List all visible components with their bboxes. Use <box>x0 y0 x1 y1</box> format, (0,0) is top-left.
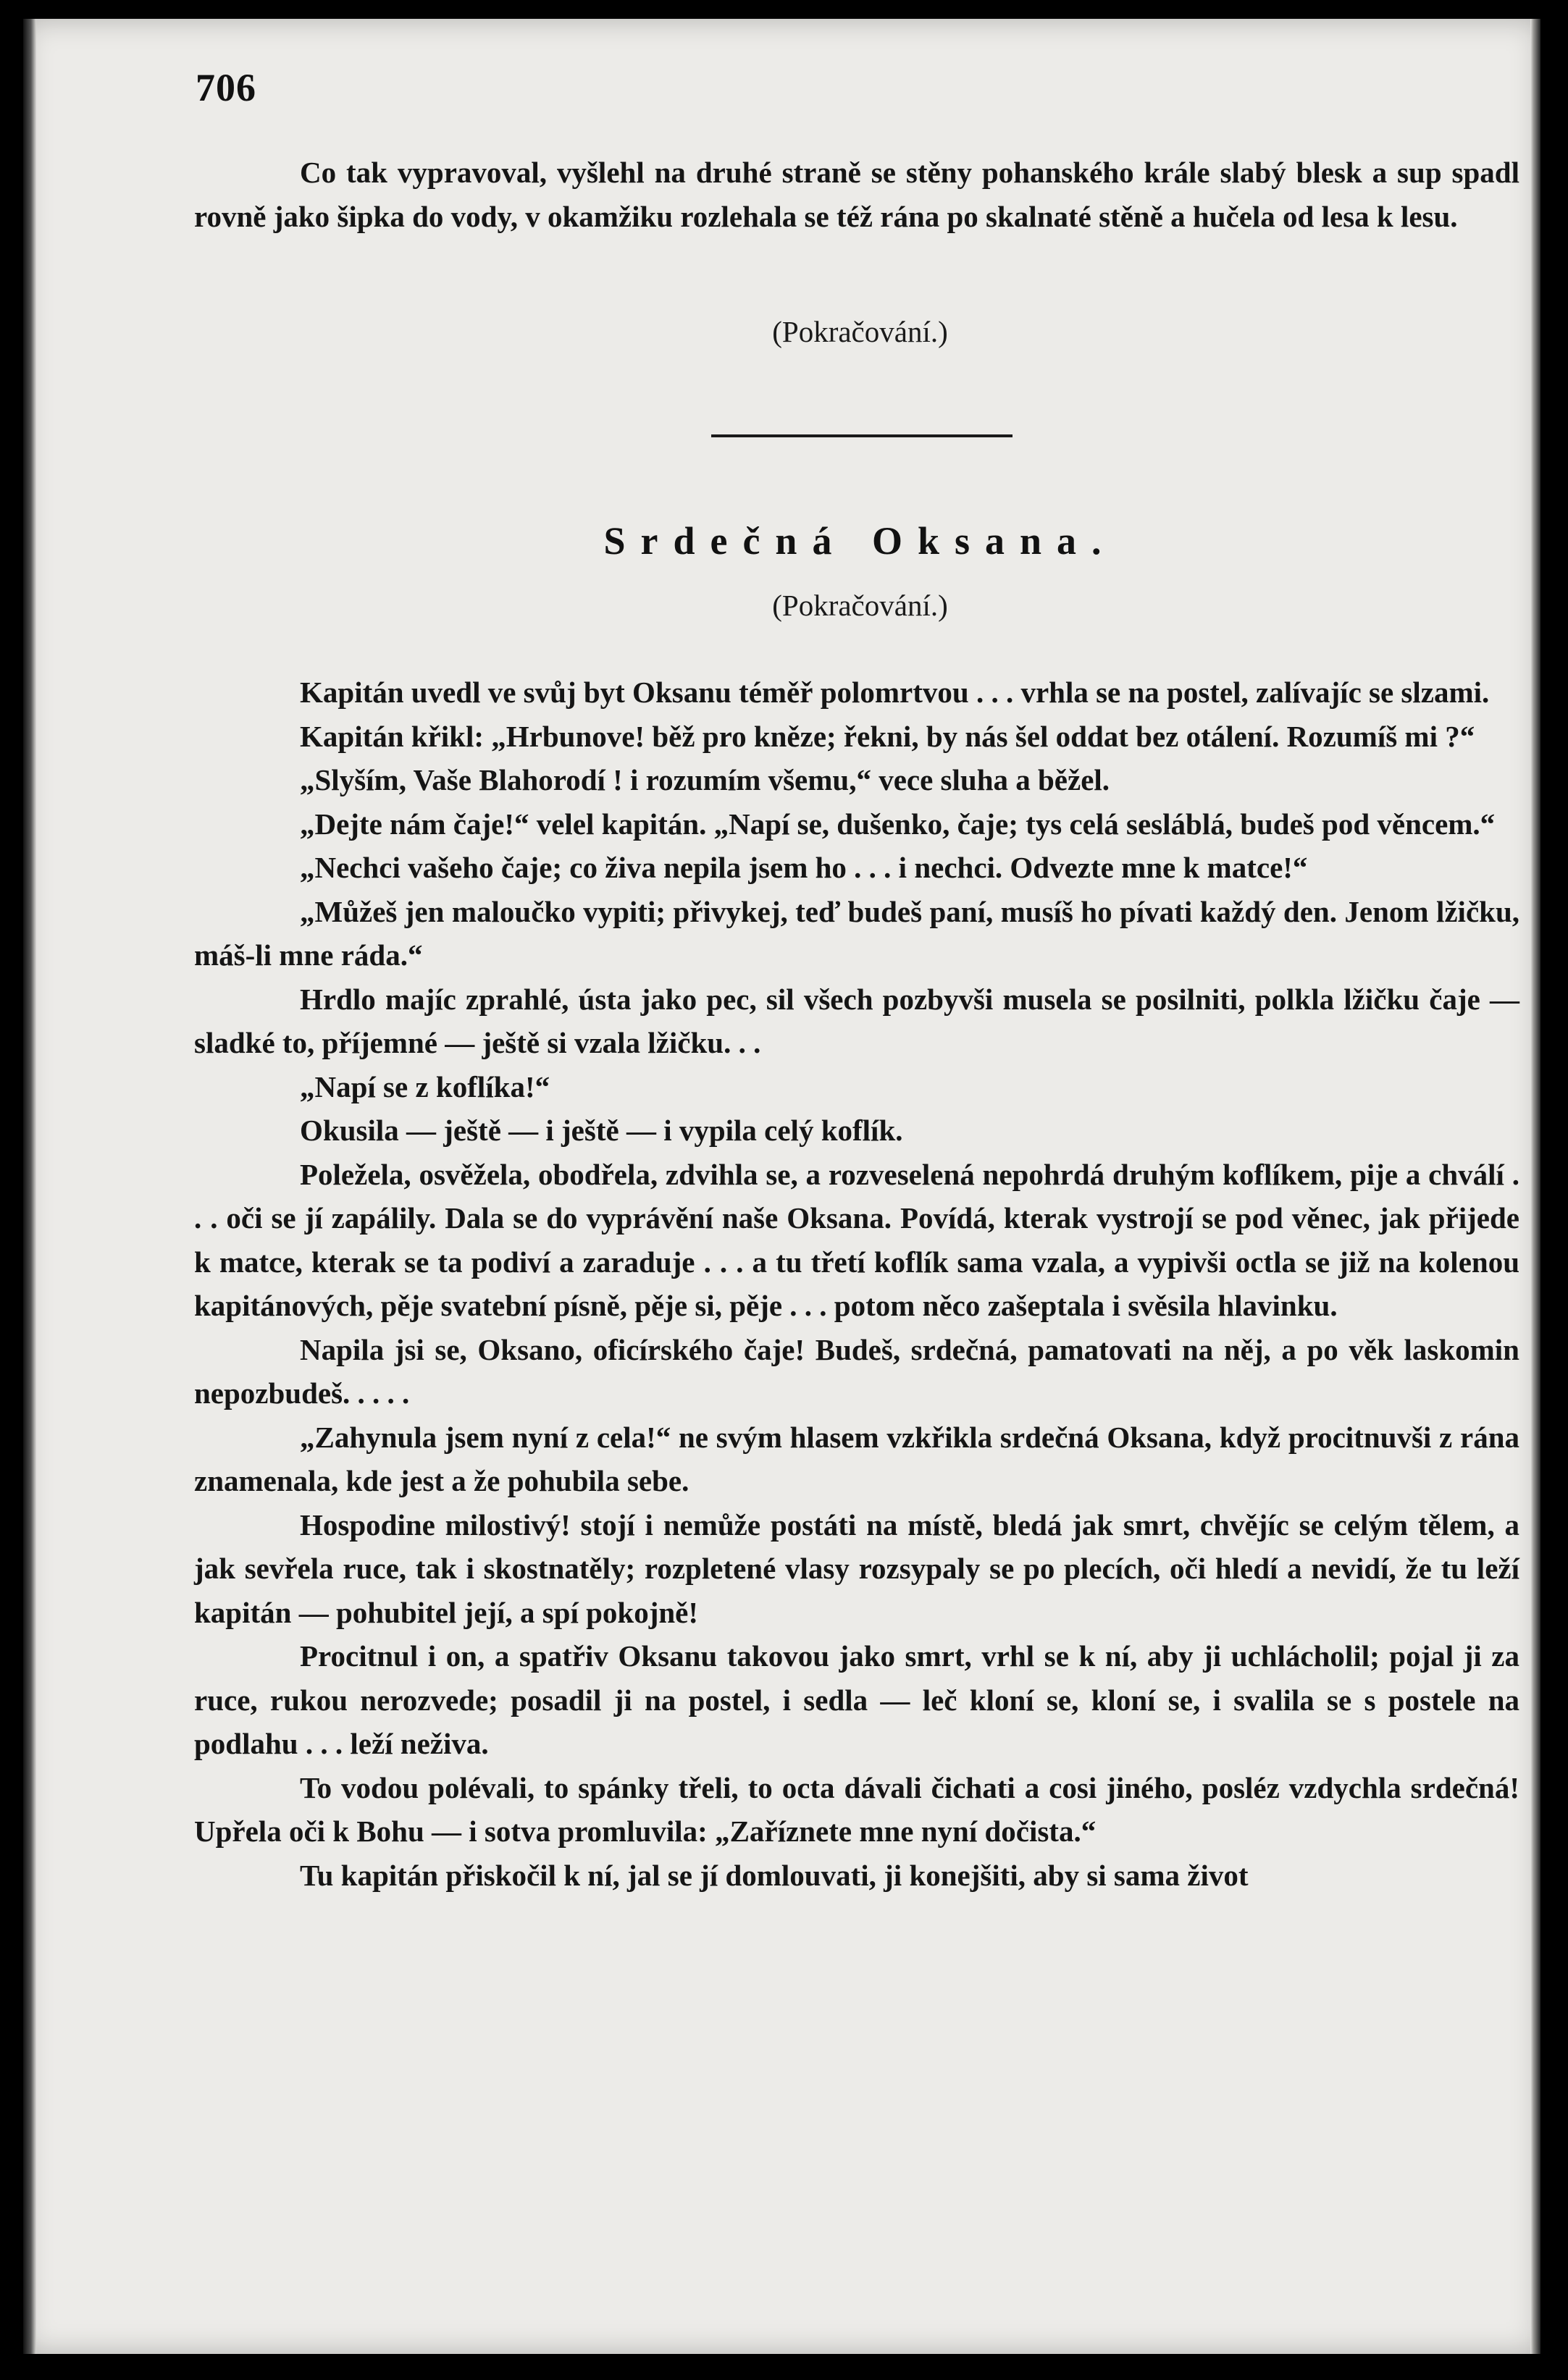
article-paragraph: Hrdlo majíc zprahlé, ústa jako pec, sil všech pozbyvši musela se posilniti, polkla lžičku čaje — sladké to, příjemné — ještě si vzala lžičku. . . <box>194 982 1519 1059</box>
article-paragraph: „Dejte nám čaje!“ velel kapitán. „Napí se, dušenko, čaje; tys celá sesláblá, budeš pod věncem.“ <box>300 807 1496 841</box>
scanned-page <box>23 19 1540 2354</box>
article-paragraph: Tu kapitán přiskočil k ní, jal se jí domlouvati, ji konejšiti, aby si sama život <box>300 1858 1249 1892</box>
previous-article-continued-note: (Pokračování.) <box>772 315 948 348</box>
article-paragraph: „Napí se z koflíka!“ <box>300 1069 550 1103</box>
article-body <box>194 670 1519 1897</box>
article-paragraph: Napila jsi se, Oksano, oficírského čaje! Budeš, srdečná, pamatovati na něj, a po věk laskomin nepozbudeš. . . . . <box>194 1332 1519 1410</box>
article-paragraph: Poležela, osvěžela, obodřela, zdvihla se, a rozveselená nepohrdá druhým koflíkem, pije a chválí . . . oči se jí zapálily. Dala se do vyprávění naše Oksana. Povídá, kterak vystrojí se pod věnec, jak přijede k matce, kterak se ta podiví a zaraduje . . . a tu třetí koflík sama vzala, a vypivši octla se již na kolenou kapitánových, pěje svatební písně, pěje si, pěje . . . potom něco zašeptala i svěsila hlavinku. <box>194 1157 1519 1322</box>
article-paragraph: Kapitán křikl: „Hrbunove! běž pro kněze; řekni, by nás šel oddat bez otálení. Rozumíš mi ?“ <box>300 719 1475 753</box>
article-paragraph: „Nechci vašeho čaje; co živa nepila jsem ho . . . i nechci. Odvezte mne k matce!“ <box>300 851 1308 884</box>
article-paragraph: Okusila — ještě — i ještě — i vypila celý koflík. <box>300 1114 903 1147</box>
article-paragraph: Procitnul i on, a spatřiv Oksanu takovou jako smrt, vrhl se k ní, aby ji uchlácholil; pojal ji za ruce, rukou nerozvede; posadil ji na postel, i sedla — leč kloní se, kloní se, i svalila se s postele na podlahu . . . leží neživa. <box>194 1639 1519 1760</box>
previous-article-ending <box>194 151 1519 238</box>
page-edge-right <box>1530 19 1540 2354</box>
previous-article-paragraph: Co tak vypravoval, vyšlehl na druhé straně se stěny pohanského krále slabý blesk a sup spadl rovně jako šipka do vody, v okamžiku rozlehala se též rána po skalnaté stěně a hučela od lesa k lesu. <box>194 156 1519 233</box>
section-divider <box>711 434 1013 437</box>
article-continued-note: (Pokračování.) <box>772 589 948 622</box>
page-edge-left <box>23 19 36 2354</box>
article-title: Srdečná Oksana. <box>603 519 1117 563</box>
article-paragraph: „Slyším, Vaše Blahorodí ! i rozumím všemu,“ vece sluha a běžel. <box>300 763 1110 796</box>
page-number: 706 <box>196 66 256 109</box>
article-paragraph: „Můžeš jen maloučko vypiti; přivykej, teď budeš paní, musíš ho pívati každý den. Jenom lžičku, máš-li mne ráda.“ <box>194 894 1519 972</box>
article-paragraph: To vodou polévali, to spánky třeli, to octa dávali čichati a cosi jiného, posléz vzdychla srdečná! Upřela oči k Bohu — i sotva promluvila: „Zaříznete mne nyní dočista.“ <box>194 1770 1519 1848</box>
article-paragraph: Kapitán uvedl ve svůj byt Oksanu téměř polomrtvou . . . vrhla se na postel, zalívajíc se slzami. <box>300 676 1490 709</box>
article-paragraph: „Zahynula jsem nyní z cela!“ ne svým hlasem vzkřikla srdečná Oksana, když procitnuvši z rána znamenala, kde jest a že pohubila sebe. <box>194 1420 1519 1497</box>
article-paragraph: Hospodine milostivý! stojí i nemůže postáti na místě, bledá jak smrt, chvějíc se celým tělem, a jak sevřela ruce, tak i skostnatěly; rozpletené vlasy rozsypaly se po plecích, oči hledí a nevidí, že tu leží kapitán — pohubitel její, a spí pokojně! <box>194 1508 1519 1629</box>
